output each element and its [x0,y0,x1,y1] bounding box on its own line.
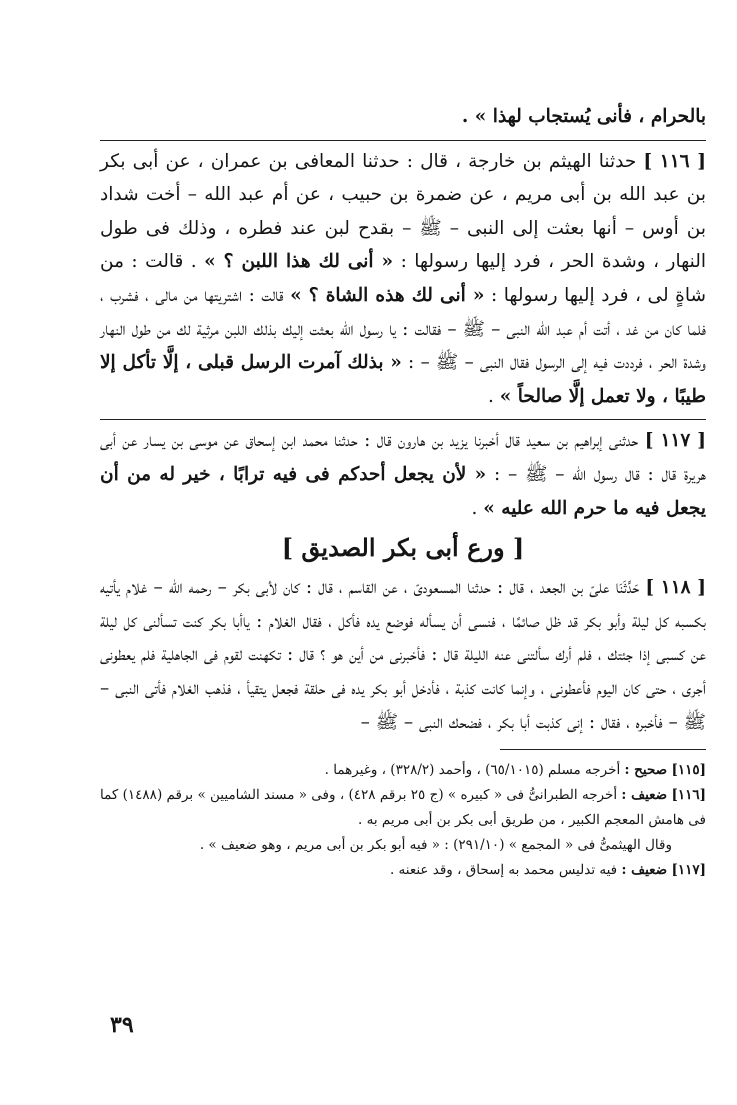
footnote-number: [١١٦] [671,787,706,804]
hadith-116 [100,145,706,414]
footnote-text: فيه تدليس محمد به إسحاق ، وقد عنعنه . [389,862,618,879]
footnote-text: أخرجه مسلم (٦٥/١٠١٥) ، وأحمد (٣٢٨/٢) ، وغيرهما . [324,762,621,779]
footnote-text: وقال الهيثمىُّ فى « المجمع » (٢٩١/١٠) : « فيه أبو بكر بن أبى مريم ، وهو ضعيف » . [199,837,672,854]
footnote-115 [100,758,706,783]
footnotes [100,758,706,883]
footnote-text: أخرجه الطبرانىُّ فى « كبيره » (ج ٢٥ برقم ٤٢٨) ، وفى « مسند الشاميين » برقم (١٤٨٨) كما فى هامش المعجم الكبير ، من طريق أبى بكر بن أبى مريم به . [100,787,706,829]
section-divider [100,419,706,420]
section-divider [100,140,706,141]
hadith-quote: « لأن يجعل أحدكم فى فيه ترابًا ، خير له من أن يجعل فيه ما حرم الله عليه » [100,463,706,519]
hadith-118 [100,571,706,739]
section-heading: [ ورع أبى بكر الصديق ] [281,533,525,563]
footnote-grade: ضعيف : [621,862,668,879]
page-number: ٣٩ [110,1012,134,1038]
footnote-number: [١١٧] [671,862,706,879]
footnote-divider [500,749,706,750]
hadith-quote: « أنى لك هذا اللبن ؟ » [204,251,394,273]
footnote-grade: صحيح : [624,762,668,779]
hadith-text: حدثنا الهيثم بن خارجة ، قال : حدثنا المعافى بن عمران ، عن أبى بكر بن عبد الله بن أبى مريم ، عن ضمرة بن حبيب ، عن أم عبد الله – أخت شداد بن أوس – أنها بعثت إلى النبى – ﷺ – بقدح لبن عند فطره ، وذلك فى طول النهار ، وشدة الحر ، فرد إليها رسولها : [100,150,707,273]
footnote-117 [100,858,706,883]
hadith-text: قالت : اشتريتها من مالى ، فشرب ، فلما كان من غد ، أتت أم عبد الله النبى – ﷺ – فقالت : يا رسول الله بعثت إليك بذلك اللبن مرثية لك من طول النهار وشدة الحر ، فرددت فيه إلى الرسول فقال النبى – ﷺ – : [100,284,706,374]
hadith-text: . قالت : من شاةٍ لى ، فرد إليها رسولها : [100,251,706,306]
footnote-116 [100,783,706,833]
hadith-117 [100,424,706,525]
footnote-grade: ضعيف : [621,787,668,804]
hadith-text: حَدَّثَنَا علىّ بن الجعد ، قال : حدثنا المسعودىّ ، عن القاسم ، قال : كان لأبى بكر – رحمه الله – غلام يأتيه بكسبه كل ليلة وأبو بكر قد ظل صائمًا ، فنسى أن يسأله فوضع يده فأكل ، فقال الغلام : ياأبا بكر كنت تسألنى كل ليلة عن كسبى إذا جئتك ، فلم أرك سألتنى عنه الليلة قال : فأخبرنى من أين هو ؟ قال : تكهنت لقوم فى الجاهلية فلم يعطونى أجرى ، حتى كان اليوم فأعطونى ، وإنما كانت كذبة ، فأدخل أبو بكر يده فى حلقة فجعل يتقيأ ، فذهب الغلام فأتى النبى – ﷺ – فأخبره ، فقال : إنى كذبت أبا بكر ، فضحك النبى – ﷺ – [100,577,706,733]
hadith-number: [ ١١٧ ] [644,430,706,452]
hadith-end: . [487,385,494,407]
continuation-line [100,100,706,134]
continuation-text: بالحرام ، فأنى يُستجاب لهذا » . [461,106,706,127]
footnote-116-continued [100,833,706,858]
hadith-number: [ ١١٨ ] [645,577,706,599]
hadith-number: [ ١١٦ ] [643,150,706,172]
footnote-number: [١١٥] [671,762,706,779]
hadith-text: حدثنى إبراهيم بن سعيد قال أخبرنا يزيد بن هارون قال : حدثنا محمد ابن إسحاق عن موسى بن يسار عن أبى هريرة قال : قال رسول الله – ﷺ – : [100,430,706,485]
hadith-quote: « بذلك آمرت الرسل قبلى ، إلَّا تأكل إلا طيبًا ، ولا تعمل إلَّا صالحاً » [100,352,706,407]
hadith-quote: « أنى لك هذه الشاة ؟ » [290,284,485,306]
hadith-end: . [471,497,478,519]
main-text-block [100,100,706,883]
